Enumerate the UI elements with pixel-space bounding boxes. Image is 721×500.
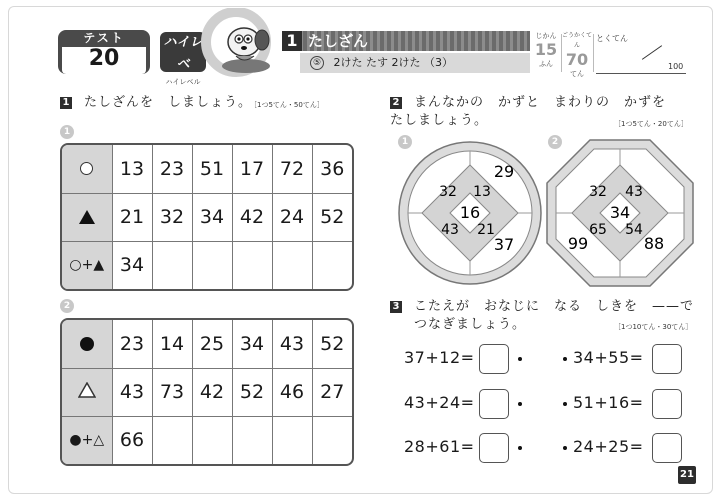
time-box [532,31,560,73]
match-dot[interactable] [518,402,522,406]
table-cell: 72 [272,145,312,193]
section3-instruction-line2: つなぎましょう。 [414,317,527,332]
answer-box[interactable] [652,389,682,419]
test-label: テスト [83,31,125,45]
match-dot[interactable] [518,446,522,450]
table-cell: 14 [152,320,192,368]
diagram1-center: 16 [459,203,481,222]
answer-cell[interactable] [232,416,272,464]
answer-cell[interactable] [192,416,232,464]
table-cell: 43 [112,368,152,416]
section1-number: 1 [60,97,72,109]
section2-instruction-line1: まんなかの かずと まわりの かずを [414,95,667,110]
answer-cell[interactable] [312,416,352,464]
table-row [62,416,352,464]
table-cell: 13 [112,145,152,193]
table-row [62,145,352,193]
answer-cell[interactable] [312,241,352,289]
white-triangle-symbol [62,368,112,416]
answer-box[interactable] [479,433,509,463]
table-cell: 52 [232,368,272,416]
answer-box[interactable] [479,389,509,419]
section1-instruction: たしざんを しましょう。 [84,95,253,110]
black-circle-symbol [62,320,112,368]
unit-number: 1 [282,31,302,51]
match-dot[interactable] [563,357,567,361]
table-cell: 51 [192,145,232,193]
section3-points: ［1つ10てん・30てん］ [614,323,693,331]
match-dot[interactable] [518,357,522,361]
table-cell: 34 [192,193,232,241]
diagram1-inner: 21 [477,222,495,238]
equation-right: 24+25= [573,437,644,456]
logo-main-text: ハイレベ [163,35,203,72]
diagram1-circle [397,140,543,286]
diagram2-octagon [546,139,694,287]
part1-table [60,143,354,291]
section2-instruction-line2: たしましょう。 [390,113,489,128]
lesson-title: 2けた たす 2けた （3） [333,56,453,69]
equation-right: 34+55= [573,348,644,367]
equation-left: 37+12= [404,348,475,367]
table-cell: 52 [312,320,352,368]
time-label: じかん [535,32,557,40]
answer-cell[interactable] [272,241,312,289]
meta-divider [593,34,594,72]
black-circle-icon [80,337,94,351]
score-label: とくてん [596,34,628,43]
lesson-number: ⑤ [310,56,324,70]
match-dot[interactable] [563,446,567,450]
pass-value: 70 [565,50,589,69]
sum-label: ○+▲ [62,241,112,289]
diagram2-inner: 32 [589,184,607,200]
table-cell: 52 [312,193,352,241]
table-cell: 24 [272,193,312,241]
table-cell: 43 [272,320,312,368]
table-cell: 23 [112,320,152,368]
test-badge [58,30,150,74]
diagram1-inner: 43 [441,222,459,238]
diagram1-inner: 32 [439,184,457,200]
section1-points: ［1つ5てん・50てん］ [250,101,324,109]
logo-sub-text: ハイレベル [163,76,203,88]
table-cell: 32 [152,193,192,241]
diagram1-outer: 37 [493,235,515,254]
section2-points: ［1つ5てん・20てん］ [614,120,688,128]
white-circle-icon [80,162,93,175]
answer-cell[interactable] [272,416,312,464]
diagram2-inner: 54 [625,222,643,238]
unit-title: たしざん [308,32,369,50]
table-cell: 21 [112,193,152,241]
part1-label: 1 [60,125,74,139]
diagram1-label: 1 [398,135,412,149]
table-cell: 42 [232,193,272,241]
white-circle-symbol [62,145,112,193]
diagram1-inner: 13 [473,184,491,200]
section3-instruction-line1: こたえが おなじに なる しきを ——で [414,299,695,314]
table-cell: 34 [232,320,272,368]
diagram1-outer: 29 [493,162,515,181]
time-unit: ふん [539,60,553,68]
black-triangle-icon [79,210,95,224]
score-total: 100 [668,62,684,71]
table-row [62,320,352,368]
diagram2-outer: 99 [567,234,589,253]
lesson-bar [300,53,530,73]
answer-box[interactable] [479,344,509,374]
sum-label: ●+△ [62,416,112,464]
score-line [596,73,686,74]
answer-box[interactable] [652,344,682,374]
unit-title-bar [282,31,530,51]
section3-number: 3 [390,301,402,313]
answer-cell[interactable] [232,241,272,289]
part2-table [60,318,354,466]
table-cell: 73 [152,368,192,416]
table-cell: 42 [192,368,232,416]
answer-cell[interactable] [192,241,232,289]
test-number: 20 [62,47,146,74]
table-cell: 36 [312,145,352,193]
equation-left: 28+61= [404,437,475,456]
table-row [62,241,352,289]
section2-number: 2 [390,97,402,109]
pass-unit: てん [570,70,584,78]
table-cell: 25 [192,320,232,368]
answer-cell[interactable]: 66 [112,416,152,464]
white-triangle-icon [78,382,96,398]
black-triangle-symbol [62,193,112,241]
pass-box [562,31,593,78]
diagram2-inner: 43 [625,184,643,200]
diagram2-center: 34 [609,203,631,222]
equation-left: 43+24= [404,393,475,412]
answer-cell[interactable] [152,241,192,289]
time-value: 15 [534,40,558,59]
answer-cell[interactable] [152,416,192,464]
table-row [62,193,352,241]
mascot-dog-icon [200,8,282,82]
match-dot[interactable] [563,402,567,406]
table-row [62,368,352,416]
answer-cell[interactable]: 34 [112,241,152,289]
table-cell: 17 [232,145,272,193]
diagram2-outer: 88 [643,234,665,253]
equation-right: 51+16= [573,393,644,412]
pass-label: ごうかくてん [562,32,593,49]
table-cell: 46 [272,368,312,416]
diagram2-label: 2 [548,135,562,149]
page-number: 21 [678,466,696,484]
table-cell: 27 [312,368,352,416]
table-cell: 23 [152,145,192,193]
diagram2-inner: 65 [589,222,607,238]
part2-label: 2 [60,299,74,313]
answer-box[interactable] [652,433,682,463]
